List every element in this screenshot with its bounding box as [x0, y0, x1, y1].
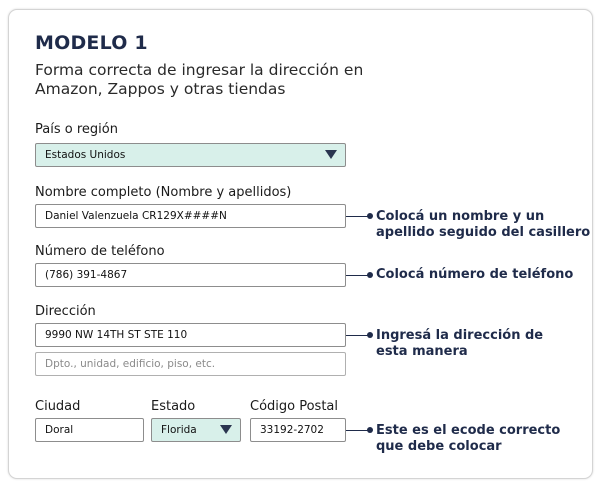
state-value: Florida [161, 424, 197, 436]
state-label: Estado [151, 399, 196, 414]
fullname-input[interactable]: Daniel Valenzuela CR129X####N [35, 204, 346, 228]
address-note-line1: Ingresá la dirección de [376, 328, 544, 343]
city-label: Ciudad [35, 399, 81, 414]
zip-note [376, 423, 560, 455]
fullname-note-line1: Colocá un nombre y un [376, 209, 545, 224]
zip-connector-dot [367, 427, 373, 433]
phone-label: Número de teléfono [35, 244, 165, 259]
fullname-note [376, 209, 590, 241]
address-line2-input[interactable]: Dpto., unidad, edificio, piso, etc. [35, 352, 346, 376]
zip-note-line2: que debe colocar [376, 439, 502, 454]
address-label: Dirección [35, 304, 96, 319]
address-note [376, 328, 543, 360]
country-value: Estados Unidos [45, 149, 126, 161]
page-subtitle: Forma correcta de ingresar la dirección en Amazon, Zappos y otras tiendas [35, 61, 364, 98]
fullname-note-line2: apellido seguido del casillero [376, 225, 591, 240]
caret-down-icon [220, 425, 232, 434]
country-select[interactable] [35, 143, 346, 167]
state-select[interactable] [151, 418, 241, 442]
city-input[interactable]: Doral [35, 418, 144, 442]
fullname-connector [346, 216, 369, 217]
caret-down-icon [325, 150, 337, 159]
fullname-label: Nombre completo (Nombre y apellidos) [35, 185, 292, 200]
phone-connector [346, 275, 369, 276]
zip-connector [346, 430, 369, 431]
phone-connector-dot [367, 272, 373, 278]
zip-label: Código Postal [250, 399, 339, 414]
phone-note: Colocá número de teléfono [376, 267, 574, 282]
zip-input[interactable]: 33192-2702 [250, 418, 346, 442]
zip-note-line1: Este es el ecode correcto [376, 423, 561, 438]
phone-input[interactable]: (786) 391-4867 [35, 263, 346, 287]
address-connector-dot [367, 332, 373, 338]
address-line1-input[interactable]: 9990 NW 14TH ST STE 110 [35, 323, 346, 347]
address-connector [346, 335, 369, 336]
address-note-line2: esta manera [376, 344, 468, 359]
fullname-connector-dot [367, 213, 373, 219]
country-label: País o región [35, 122, 118, 137]
page-title: MODELO 1 [35, 32, 148, 54]
